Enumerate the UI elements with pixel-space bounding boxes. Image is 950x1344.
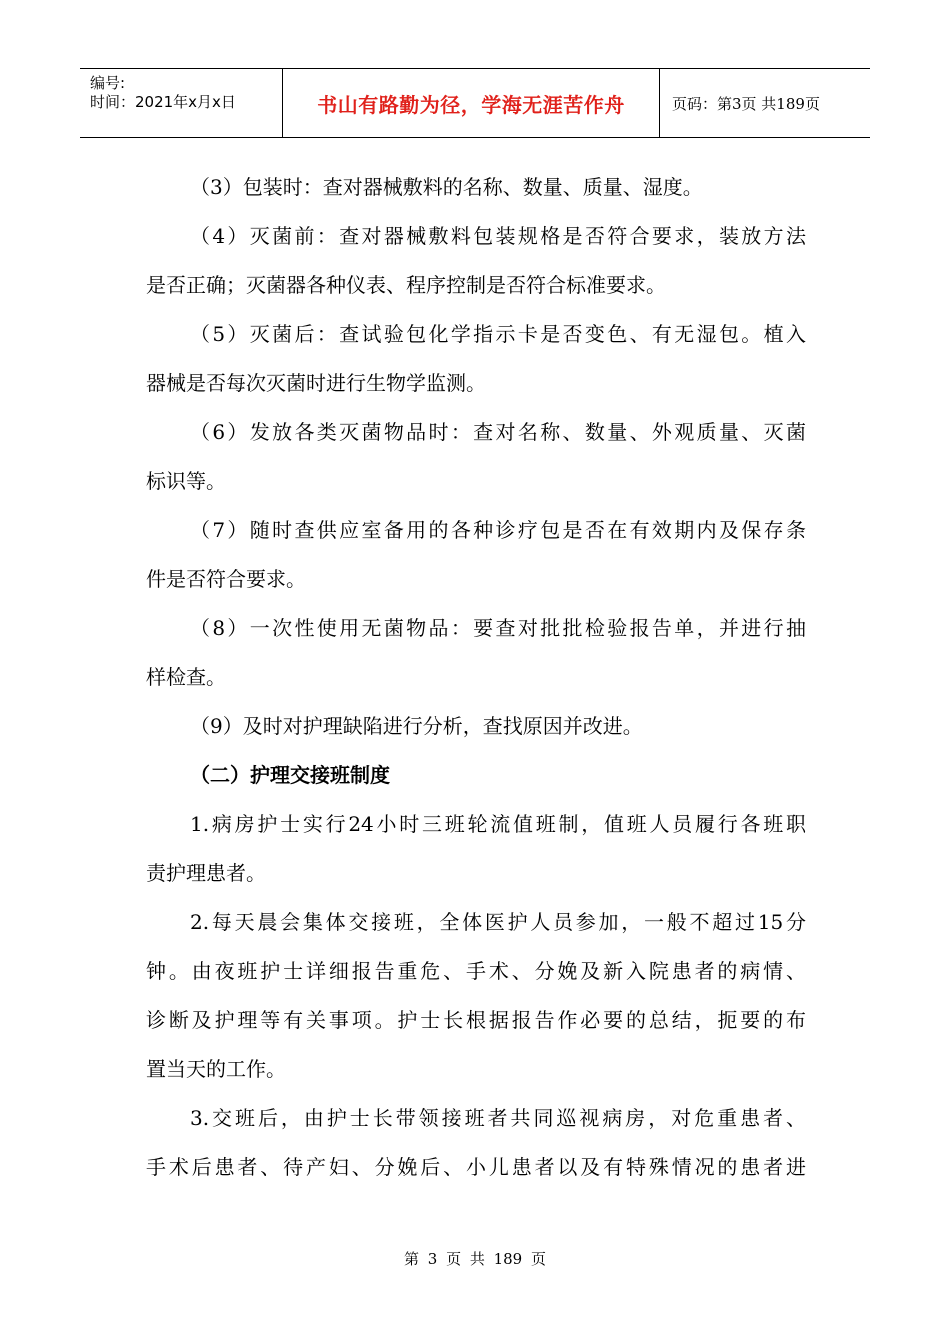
text-line: （6）发放各类灭菌物品时：查对名称、数量、外观质量、灭菌 — [190, 420, 806, 444]
section-heading: （二）护理交接班制度 — [190, 763, 390, 787]
text-line: 钟。由夜班护士详细报告重危、手术、分娩及新入院患者的病情、 — [146, 959, 806, 983]
text-line: 责护理患者。 — [146, 861, 266, 885]
text-line: （7）随时查供应室备用的各种诊疗包是否在有效期内及保存条 — [190, 518, 806, 542]
text-line: 诊断及护理等有关事项。护士长根据报告作必要的总结，扼要的布 — [146, 1008, 806, 1032]
text-line: 样检查。 — [146, 665, 226, 689]
text-line: 标识等。 — [146, 469, 226, 493]
text-line: 手术后患者、待产妇、分娩后、小儿患者以及有特殊情况的患者进 — [146, 1155, 806, 1179]
text-line: （4）灭菌前：查对器械敷料包装规格是否符合要求，装放方法 — [190, 224, 806, 248]
date-label: 时间：2021年x月x日 — [90, 93, 236, 111]
text-line: 是否正确；灭菌器各种仪表、程序控制是否符合标准要求。 — [146, 273, 666, 297]
text-line: （9）及时对护理缺陷进行分析，查找原因并改进。 — [190, 714, 643, 738]
text-line: 器械是否每次灭菌时进行生物学监测。 — [146, 371, 486, 395]
text-line: 3.交班后，由护士长带领接班者共同巡视病房，对危重患者、 — [190, 1106, 806, 1130]
page-footer: 第 3 页 共 189 页 — [403, 1250, 546, 1268]
text-line: 1.病房护士实行24小时三班轮流值班制，值班人员履行各班职 — [190, 812, 806, 836]
header-meta — [80, 69, 283, 137]
number-label: 编号: — [90, 74, 126, 92]
page-header — [80, 68, 870, 138]
header-motto: 书山有路勤为径，学海无涯苦作舟 — [283, 69, 660, 137]
text-line: 件是否符合要求。 — [146, 567, 306, 591]
header-page-info: 页码：第3页 共189页 — [672, 94, 820, 113]
text-line: 置当天的工作。 — [146, 1057, 286, 1081]
document-body — [146, 163, 806, 1192]
text-line: （5）灭菌后：查试验包化学指示卡是否变色、有无湿包。植入 — [190, 322, 806, 346]
text-line: （3）包装时：查对器械敷料的名称、数量、质量、湿度。 — [190, 175, 703, 199]
text-line: （8）一次性使用无菌物品：要查对批批检验报告单，并进行抽 — [190, 616, 806, 640]
text-line: 2.每天晨会集体交接班，全体医护人员参加，一般不超过15分 — [190, 910, 806, 934]
